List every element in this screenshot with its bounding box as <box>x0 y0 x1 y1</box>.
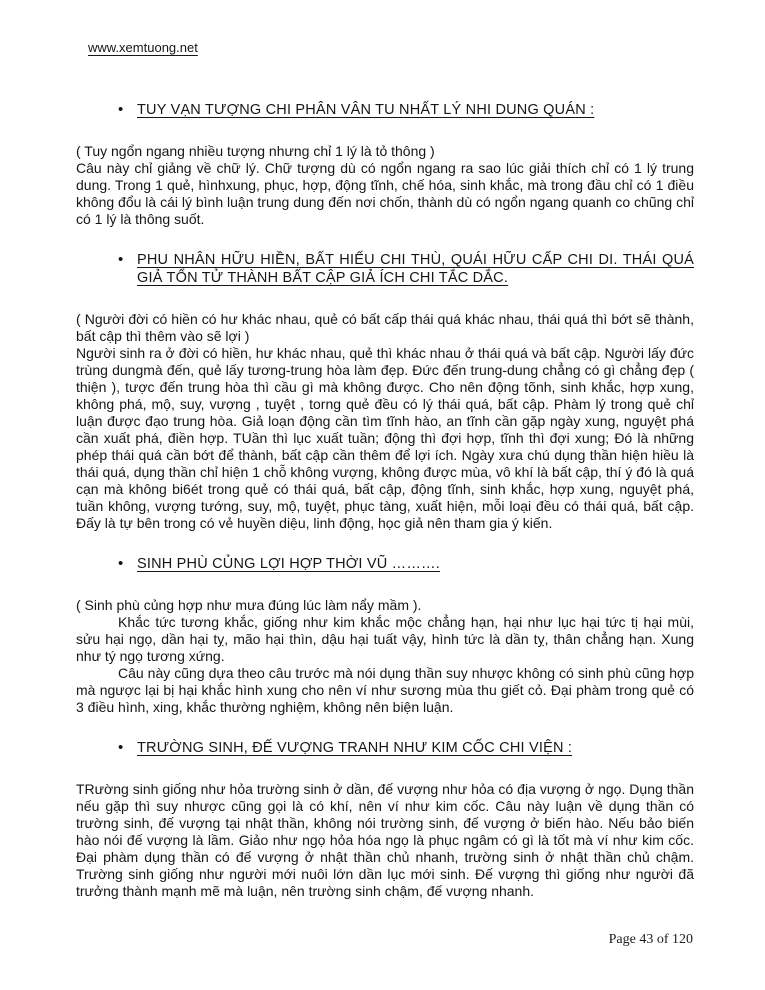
document-body <box>76 78 694 900</box>
section-heading-text: SINH PHÙ CỦNG LỢI HỢP THỜI VŨ ………. <box>137 556 440 572</box>
paragraph: ( Người đời có hiền có hư khác nhau, quẻ có bất cấp thái quá khác nhau, thái quá thì bớt sẽ thành, bất cập thì thêm vào sẽ lợi ) <box>76 311 694 344</box>
header-site-url: www.xemtuong.net <box>88 40 198 55</box>
bullet-icon: • <box>118 101 124 118</box>
bullet-icon: • <box>118 555 124 572</box>
section-heading-text: TUY VẠN TƯỢNG CHI PHÂN VÂN TU NHẤT LÝ NHI DUNG QUÁN : <box>137 102 595 118</box>
section-heading <box>76 101 694 119</box>
paragraph: Câu này chỉ giảng về chữ lý. Chữ tượng dù có ngổn ngang ra sao lúc giải thích chỉ có 1 lý trung dung. Trong 1 quẻ, hìnhxung, phục, hợp, động tĩnh, chế hóa, sinh khắc, mà trong đầu chỉ có 1 điều không đổu là cái lý bình luận trung dung đến nơi chốn, thành dù có ngổn ngang quanh co chũng chỉ có 1 lý là thông suốt. <box>76 160 694 227</box>
section-heading-text: TRƯỜNG SINH, ĐẾ VƯỢNG TRANH NHƯ KIM CỐC CHI VIỆN : <box>137 740 573 756</box>
section-heading-text: PHU NHÂN HỮU HIỀN, BẤT HIẾU CHI THÙ, QUÁI HỮU CẤP CHI DI. THÁI QUÁ GIẢ TỔN TỬ THÀNH BẤT CẬP GIẢ ÍCH CHI TẮC DẮC. <box>137 252 694 286</box>
section-heading <box>76 739 694 757</box>
paragraph: TRường sinh giống như hỏa trường sinh ở dần, đế vượng như hỏa có địa vượng ở ngọ. Dụng thần nếu gặp thì suy nhược cũng gọi là có khí, nên ví như kim cốc. Câu này luận về dụng thần có trường sinh, đế vượng tại nhật thần, không nói trường sinh, đế vượng ở biến hào. Nếu bảo biến hào nói đế vượng là lầm. Giảo như ngọ hỏa hóa ngọ là phục ngâm có gì là tốt mà ví như kim cốc. Đại phàm dụng thần có đế vượng ở nhật thần chủ nhanh, trường sinh ở nhật thần chủ chậm. Trường sinh giống như người mới nuôi lớn dần lục mới sinh. Đế vượng thì giống như người đã trưởng thành mạnh mẽ mà luận, nên trường sinh chậm, đế vượng nhanh. <box>76 781 694 899</box>
page-number-label: Page 43 of 120 <box>608 932 693 947</box>
section-heading <box>76 555 694 573</box>
section-heading <box>76 251 694 287</box>
paragraph: ( Sinh phù củng hợp như mưa đúng lúc làm nẩy mầm ). <box>76 597 422 613</box>
bullet-icon: • <box>118 251 124 268</box>
paragraph: Câu này cũng dựa theo câu trước mà nói dụng thần suy nhược không có sinh phù cũng hợp mà ngược lại bị hại khắc hình xung cho nên ví như sương mùa thu giết cỏ. Đại phàm trong quẻ có 3 điều hình, xing, khắc thường nghiệm, không nên biện luận. <box>76 665 694 715</box>
bullet-icon: • <box>118 739 124 756</box>
paragraph: Khắc tức tương khắc, giống như kim khắc mộc chẳng hạn, hại như lục hại tức tị hại mùi, sửu hại ngọ, dần hại tỵ, mão hại thìn, dậu hại tuất vậy, hình tức là dần tỵ, thân chẳng hạn. Xung như tý ngọ tương xứng. <box>76 614 694 664</box>
paragraph: ( Tuy ngổn ngang nhiều tượng nhưng chỉ 1 lý là tỏ thông ) <box>76 143 435 159</box>
paragraph: Người sinh ra ở đời có hiền, hư khác nhau, quẻ thì khác nhau ở thái quá và bất cập. Người lấy đức trùng dungmà đến, quẻ lấy tương-trung hòa làm đẹp. Đức đến trung-dung chẳng có gì chẳng đẹp ( thiện ), tược đến trung hòa thì cầu gì mà không được. Cho nên động tõnh, sinh khắc, hợp xung, không phá, mộ, suy, vượng , tuyệt , torng quẻ đều có lý thái quá, bất cập. Phàm lý trong quẻ chỉ luận được đạo trung hòa. Giả loạn động cần tìm tĩnh hào, an tĩnh cần gặp ngày xung, nguyệt phá cần xuất phá, điền hợp. TUần thì lục xuất tuần; động thì đợi hợp, tĩnh thì đợi xung; Đó là những phép thái quá cần bớt để thành, bất cập cần thêm để lợi ích. Ngày xưa chú dụng thần hiện hiều là thái quá, dụng thần chỉ hiện 1 chỗ không vượng, không được mùa, vô khí là bất cập, thí ý đó là quá cạn mà không bi6ét trong quẻ có thái quá, bất cập, động tĩnh, sinh khắc, hợp xung, nguyệt phá, tuần không, vượng tướng, suy, mộ, tuyệt, phục tàng, xuất hiện, mỗi loại đều có thái quá, bất cập. Đấy là tự bên trong có vẻ huyền diệu, linh động, học giả nên tham gia ý kiến. <box>76 345 694 531</box>
